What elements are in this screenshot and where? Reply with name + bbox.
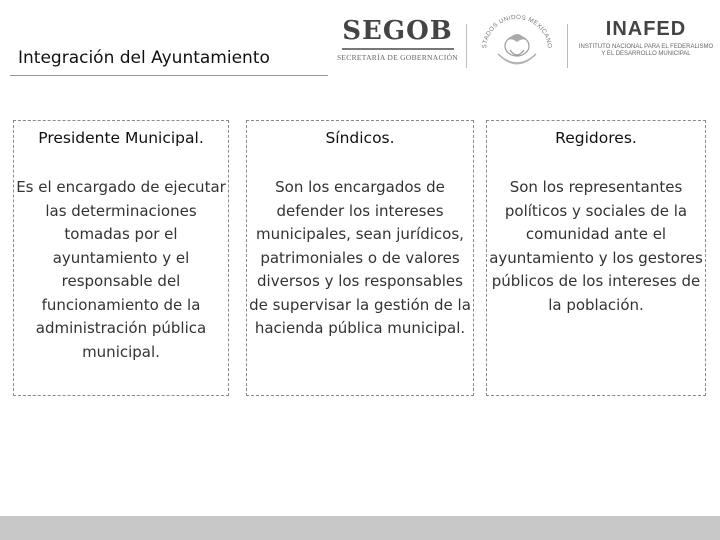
column-presidente <box>13 120 229 396</box>
column-heading: Regidores. <box>555 129 637 147</box>
segob-name: SEGOB <box>342 16 453 46</box>
inafed-logo <box>573 18 719 58</box>
title-underline <box>10 75 328 76</box>
column-regidores <box>486 120 706 396</box>
logo-separator <box>567 24 568 68</box>
slide-title: Integración del Ayuntamiento <box>18 48 270 68</box>
inafed-subtitle-line-1: INSTITUTO NACIONAL PARA EL FEDERALISMO <box>578 44 714 50</box>
footer-bar <box>0 516 720 540</box>
segob-divider <box>342 48 454 50</box>
header-logos <box>335 10 720 70</box>
segob-logo <box>335 16 460 62</box>
seal-arc-text: STADOS UNIDOS MEXICANO <box>480 13 554 49</box>
column-heading: Presidente Municipal. <box>38 129 204 147</box>
column-body: Es el encargado de ejecutar las determinaciones tomadas por el ayuntamiento y el responsable del funcionamiento de la administración pública municipal. <box>16 178 226 361</box>
svg-text:ESTADOS UNIDOS MEXICANOS <box>472 10 553 49</box>
inafed-name: INAFED <box>605 18 687 40</box>
logo-separator <box>466 24 467 68</box>
column-body: Son los representantes políticos y sociales de la comunidad ante el ayuntamiento y los gestores públicos de los intereses de la población. <box>489 178 703 314</box>
column-body: Son los encargados de defender los intereses municipales, sean jurídicos, patrimoniales o de valores diversos y los responsables de supervisar la gestión de la hacienda pública municipal. <box>249 178 471 337</box>
column-sindicos <box>246 120 474 396</box>
column-heading: Síndicos. <box>325 129 395 147</box>
inafed-subtitle <box>573 44 719 58</box>
inafed-subtitle-line-2: Y EL DESARROLLO MUNICIPAL <box>601 51 691 57</box>
national-seal-logo <box>472 10 562 72</box>
segob-subtitle: SECRETARÍA DE GOBERNACIÓN <box>336 53 459 62</box>
